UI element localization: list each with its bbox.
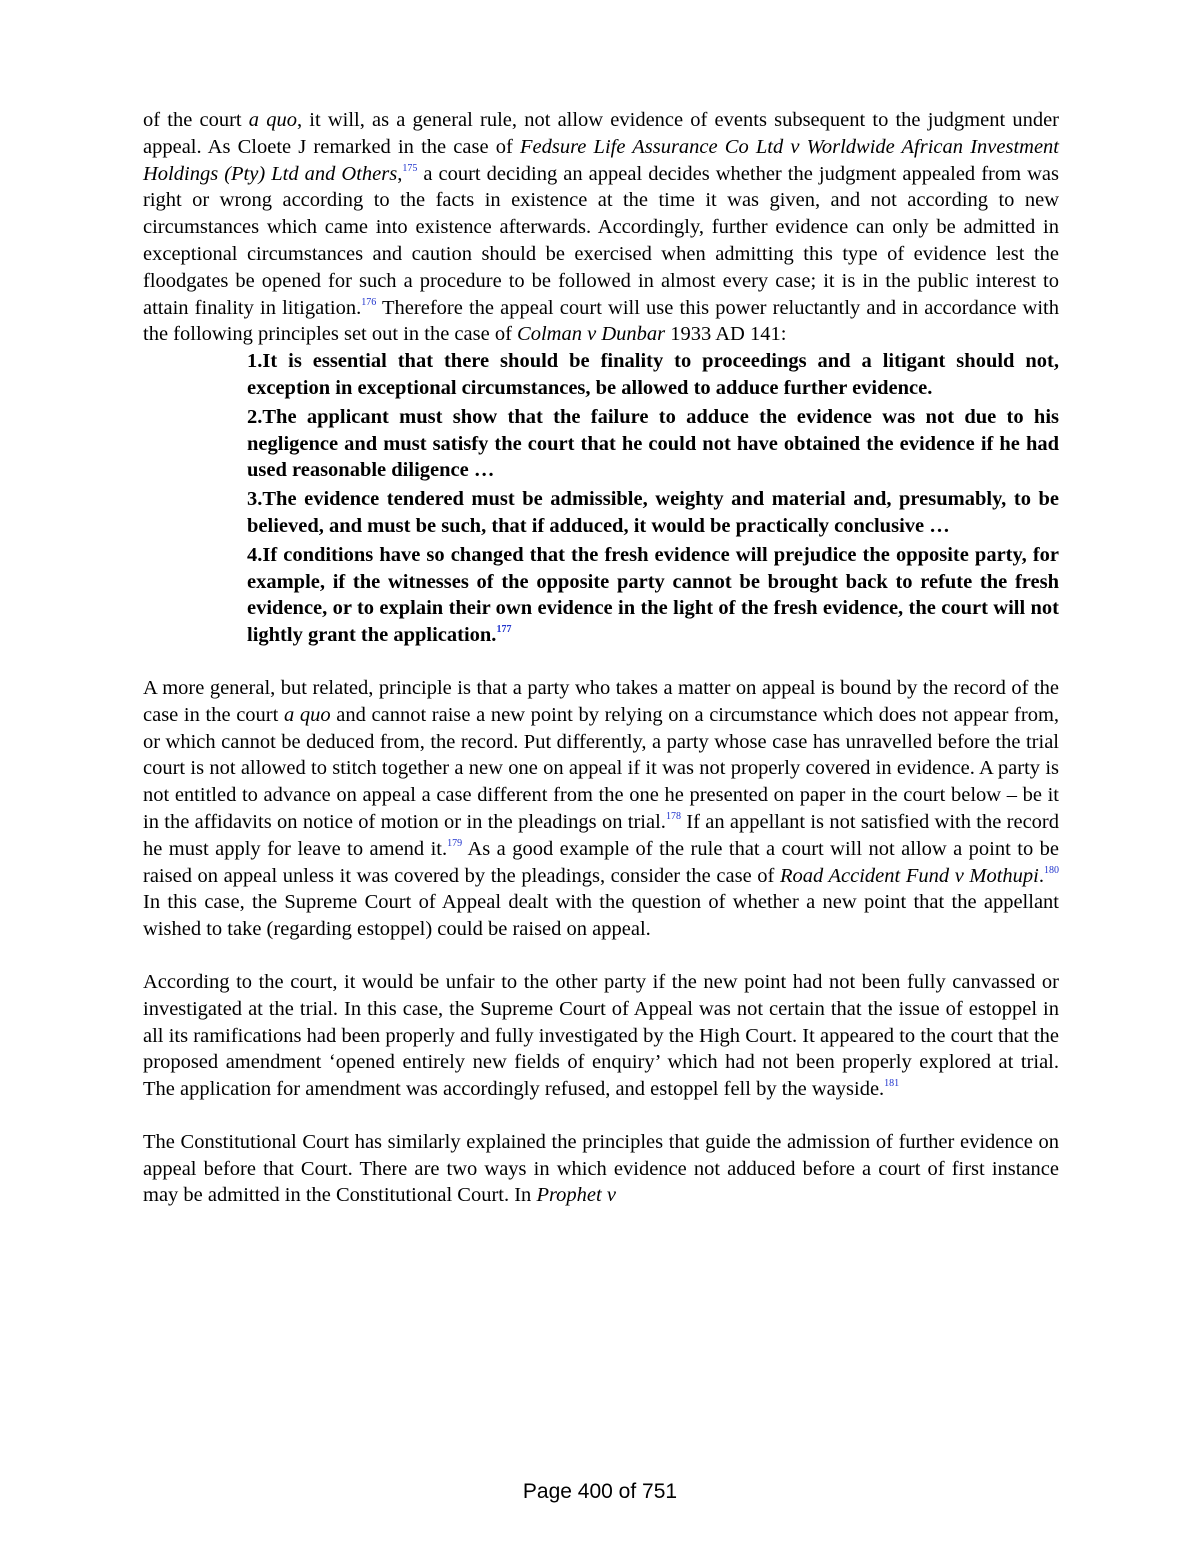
footnote-ref-175[interactable]: 175 — [402, 162, 418, 174]
principle-item-2: 2.The applicant must show that the failure to adduce the evidence was not due to his negligence and must satisfy the court that he could not have obtained the evidence if he had used reasonable diligence … — [247, 405, 1059, 482]
case-term-italic: a quo — [283, 703, 331, 726]
footnote-ref-177[interactable]: 177 — [496, 624, 512, 636]
footnote-ref-180[interactable]: 180 — [1044, 864, 1060, 876]
paragraph-3: According to the court, it would be unfair to the other party if the new point had not been fully canvassed or investigated at the trial. In this case, the Supreme Court of Appeal was not certain that the issue of estoppel in all its ramifications had been properly and fully investigated by the High Court. It appeared to the court that the proposed amendment ‘opened entirely new fields of enquiry’ which had not been properly explored at trial. The application for amendment was accordingly refused, and estoppel fell by the wayside.$^{181}$ — [143, 970, 1059, 1101]
footnote-ref-178[interactable]: 178 — [665, 810, 681, 822]
principle-item-3: 3.The evidence tendered must be admissible, weighty and material and, presumably, to be believed, and must be such, that if adduced, it would be practically conclusive … — [247, 488, 1059, 537]
page-body — [143, 107, 1059, 1209]
paragraph-2: A more general, but related, principle is that a party who takes a matter on appeal is bound by the record of the case in the court a quo and cannot raise a new point by relying on a circumstance which does not appear from, or which cannot be deduced from, the record. Put differently, a party whose case has unravelled before the trial court is not allowed to stitch together a new one on appeal if it was not properly covered in evidence. A party is not entitled to advance on appeal a case different from the one he presented on paper in the court below – be it in the affidavits on notice of motion or in the pleadings on trial.$^{178}$ If an appellant is not satisfied with the record he must apply for leave to amend it.$^{179}$ As a good example of the rule that a court will not allow a point to be raised on appeal unless it was covered by the pleadings, consider the case of Road Accident Fund v Mothupi.$^{180}$ In this case, the Supreme Court of Appeal dealt with the question of whether a new point that the appellant wished to take (regarding estoppel) could be raised on appeal. — [143, 676, 1060, 941]
paragraph-1: of the court a quo, it will, as a general rule, not allow evidence of events subsequent to the judgment under appeal. As Cloete J remarked in the case of Fedsure Life Assurance Co Ltd v Worldwide African Investment Holdings (Pty) Ltd and Others,$^{175}$ a court deciding an appeal decides whether the judgment appealed from was right or wrong according to the facts in existence at the time it was given, and not according to new circumstances which came into existence afterwards. Accordingly, further evidence can only be admitted in exceptional circumstances and caution should be exercised when admitting this type of evidence lest the floodgates be opened for such a procedure to be followed in almost every case; it is in the public interest to attain finality in litigation.$^{176}$ Therefore the appeal court will use this power reluctantly and in accordance with the following principles set out in the case of Colman v Dunbar 1933 AD 141: — [143, 109, 1059, 346]
principles-block-quote — [247, 348, 1059, 649]
principle-item-4: 4.If conditions have so changed that the fresh evidence will prejudice the opposite party, for example, if the witnesses of the opposite party cannot be brought back to refute the fresh evidence, or to explain their own evidence in the light of the fresh evidence, the court will not lightly grant the application.$^{177}$ — [247, 543, 1059, 647]
case-citation-colman: Colman v Dunbar — [517, 323, 666, 346]
page-number-footer: Page 400 of 751 — [522, 1480, 678, 1503]
footnote-ref-181[interactable]: 181 — [884, 1078, 900, 1090]
case-citation-prophet: Prophet v — [536, 1184, 616, 1207]
case-term-italic: a quo — [248, 109, 297, 131]
case-citation-fedsure: Fedsure Life Assurance Co Ltd v Worldwide African Investment Holdings (Pty) Ltd and Others — [143, 135, 1059, 185]
footnote-ref-179[interactable]: 179 — [447, 837, 463, 849]
footnote-ref-176[interactable]: 176 — [361, 296, 377, 308]
principle-item-1: 1.It is essential that there should be finality to proceedings and a litigant should not, exception in exceptional circumstances, be allowed to adduce further evidence. — [247, 350, 1059, 399]
paragraph-4: The Constitutional Court has similarly explained the principles that guide the admission of further evidence on appeal before that Court. There are two ways in which evidence not adduced before a court of first instance may be admitted in the Constitutional Court. In Prophet v — [143, 1130, 1059, 1207]
case-citation-mothupi: Road Accident Fund v Mothupi — [779, 864, 1039, 887]
